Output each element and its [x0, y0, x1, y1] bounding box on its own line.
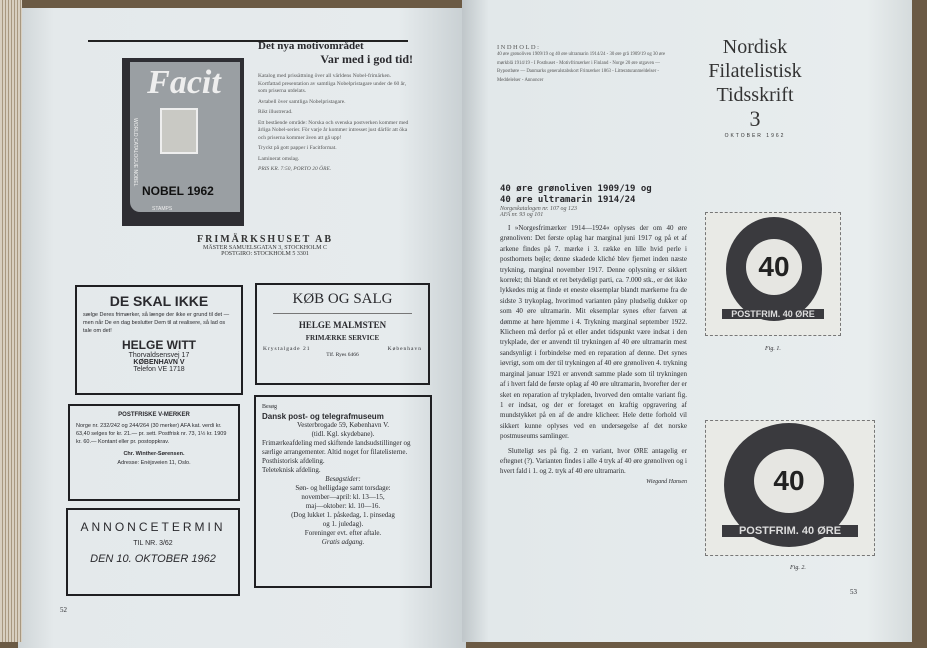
annoncetermin-notice — [66, 508, 240, 596]
cover-stamps: STAMPS — [152, 206, 173, 212]
ad-line: Ett bestående område: Norska och svenska postverken kommer med årliga Nobel-serier. För varje år kommer intresset just därför att öka och priserna kommer även att gå upp! — [258, 119, 409, 141]
hours-line: november—april: kl. 13—15, — [301, 493, 385, 501]
article-author: Wiegand Hansen — [646, 478, 687, 485]
stamp-figure-2 — [705, 420, 875, 556]
company-name: FRIMÄRKSHUSET AB — [196, 234, 333, 245]
ad-body: sælge Deres frimærker, så længe der ikke er grund til det — men når De en dag beslutter Dem til at realisere, så lad os tale om det! — [83, 312, 230, 334]
issue-number: 3 — [749, 106, 761, 131]
company-giro: POSTGIRO: STOCKHOLM 5 3301 — [221, 251, 309, 257]
cover-year: NOBEL 1962 — [142, 184, 214, 198]
headline: Det nya motivområdet — [258, 40, 364, 52]
stamp-legend: POSTFRIM. 40 ØRE — [722, 309, 824, 319]
ad-title: POSTFRISKE V-MERKER — [118, 412, 190, 418]
ad-city: KØBENHAVN V — [133, 359, 185, 366]
article-ref: AFA nr. 93 og 101 — [500, 212, 544, 218]
masthead-line: Tidsskrift — [716, 84, 794, 106]
figure-caption: Fig. 2. — [790, 565, 806, 571]
price: PRIS KR. 7:50, PORTO 20 ÖRE. — [258, 166, 332, 172]
notice-date: DEN 10. OKTOBER 1962 — [90, 553, 216, 565]
stamp-value: 40 — [754, 449, 824, 513]
ad-pre: Besøg — [262, 404, 277, 410]
page-number: 53 — [850, 588, 857, 596]
contents-label: INDHOLD: — [497, 44, 541, 51]
facit-ad-text — [258, 40, 413, 174]
hours-line: og 1. juledag). — [322, 520, 364, 528]
company-address: MÄSTER SAMUELSGATAN 3, STOCKHOLM C — [203, 245, 327, 251]
ad-body: Posthistorisk afdeling. — [262, 457, 325, 465]
contents-text: 40 øre grønoliven 1909/19 og 40 øre ultramarin 1914/24 - 30 øre grå 1909/19 og 30 øre mørkblå 1914/19 - I Posthuset - Motivfrimærker i Finland - Norge 20 øre utgaven — Bypostbøre — Danmarks generalstabskort Frimærker 1863 - Litteraturanmeldelser - Meddelelser - Annoncer — [497, 52, 666, 83]
notice-title: ANNONCETERMIN — [80, 520, 226, 534]
masthead-line: Filatelistisk — [708, 60, 802, 82]
ad-body: Teleteknisk afdeling. — [262, 466, 321, 474]
article — [500, 184, 687, 485]
ad-title: KØB OG SALG — [273, 291, 412, 314]
figure-caption: Fig. 1. — [765, 346, 781, 352]
ad-title: DE SKAL IKKE — [109, 293, 209, 309]
ad-address: Vesterbrogade 59, København V. — [296, 421, 390, 429]
cover-title: Facit — [147, 64, 221, 101]
cover-spine: WORLD CATALOGUE NOBEL — [132, 118, 138, 187]
postfriske-v-merker-ad — [68, 404, 240, 501]
hours-line: maj—oktober: kl. 10—16. — [305, 502, 381, 510]
ad-body: Frimærkeafdeling med skiftende landsudstillinger og særlige arrangementer. Altid noget for filatelisterne. — [262, 439, 411, 456]
ad-line: Avtabell över samtliga Nobelpristagare. — [258, 98, 346, 105]
page-number: 52 — [60, 606, 67, 614]
article-paragraph: I »Norgesfrimærker 1914—1924« oplyses der om 40 øre grønoliven: Det første oplag har marginal juni 1917 og på et af arkene findes på 7. mærke i 3. række en lille hvid perle i posthornets bøjle; denne skadede kliché blev fjernet inden næste trykning, marginal november 1917. Denne oplysning er sikkert korrekt; thi blandt et ret betydeligt parti, ca. 7.000 stk., er det ikke lykkedes mig at finde et eneste eksemplar blandt mærkerne fra de sidste 3 trykoplag, hvorimod varianten påny pludselig dukker op som 40 øre ultramarin. Mit eksemplar synes efter farven at dømme at høre hjemme i 4. Trykning marginal september 1922. Klicheen må derfor på et eller andet tidspunkt være indsat i den trykplade, der er anvendt til trykningen af 40 øre ultramarin mest sandsynligt i forbindelse med en reparation af denne. Det synes iøvrigt, som om der til trykningen af 40 øre grønoliven 4. trykning marginal januar 1921 er anvendt samme plade som til trykningen af i hvert fald de første oplag af 40 øre ultramarin, hvorefter der er sket en reparation af trykpladen, hvorved den omtalte variant fig. 1 er indsat, og der er foretaget en kraftig opgravering af mundstykket på en af de andre klicheer. Hele dette forhold vil sikkert kunne oplyses ved en undersøgelse af det norske postmuseums samlinger. — [500, 224, 687, 441]
stamp-legend: POSTFRIM. 40 ØRE — [722, 525, 858, 537]
facit-ad-company — [150, 234, 380, 257]
hours-title: Besøgstider: — [325, 475, 361, 483]
ad-name: HELGE WITT — [122, 338, 196, 352]
book-page-edges — [0, 0, 22, 642]
ad-free: Gratis adgang. — [321, 538, 365, 546]
notice-sub: TIL NR. 3/62 — [133, 540, 173, 547]
stamp-value: 40 — [746, 239, 802, 295]
article-title: 40 øre grønoliven 1909/19 og — [500, 184, 652, 194]
ad-title: Dansk post- og telegrafmuseum — [262, 412, 384, 421]
ad-street: Krystalgade 21 — [263, 346, 311, 352]
hours-line: Foreninger evt. efter aftale. — [304, 529, 382, 537]
helge-witt-ad — [75, 285, 243, 395]
ad-phone: Tlf. Ryes 6466 — [326, 352, 359, 358]
article-title: 40 øre ultramarin 1914/24 — [500, 195, 636, 205]
stamp-figure-1 — [705, 212, 841, 336]
ad-line: Tryckt på gott papper i Facitformat. — [258, 145, 337, 151]
ad-address: Adresse: Enèjsveien 11, Oslo. — [117, 460, 191, 466]
stamp-image — [160, 108, 198, 154]
ad-street: Thorvaldsensvej 17 — [128, 352, 190, 359]
museum-ad — [254, 395, 432, 588]
masthead-line: Nordisk — [722, 36, 788, 58]
helge-malmsten-ad — [255, 283, 430, 385]
ad-service: FRIMÆRKE SERVICE — [305, 334, 380, 342]
ad-line: Rikt illustrerad. — [258, 109, 293, 115]
ad-line: Laminerat omslag. — [258, 155, 300, 162]
ad-phone: Telefon VE 1718 — [133, 366, 185, 373]
article-paragraph: Slutteligt ses på fig. 2 en variant, hvor ØRE antagelig er eftegnet (?). Varianten findes i alle 4 tryk af 40 øre grønoliven og i hvert fald i 1. og 2. tryk af 40 øre ultramarin. — [500, 446, 687, 476]
ad-address: (tidl. Kgl. skydebane). — [311, 430, 375, 438]
issue-date: OKTOBER 1962 — [724, 133, 786, 139]
ad-name: HELGE MALMSTEN — [298, 320, 387, 330]
ad-city: København — [387, 346, 422, 352]
ad-name: Chr. Winther-Sørensen. — [123, 451, 185, 457]
ad-line: Katalog med prissättning över all världens Nobel-frimärken. Kortfattad presentation av samtliga Nobelpristagare under de 60 år, som priserna utdelats. — [258, 73, 407, 94]
hours-line: (Dog lukket 1. påskedag, 1. pinsedag — [291, 511, 395, 519]
hours-line: Søn- og helligdage samt torsdage: — [295, 484, 391, 492]
facit-catalogue-cover — [122, 58, 244, 226]
headline: Var med i god tid! — [320, 52, 413, 66]
article-ref: Norgeskatalogen nr. 107 og 123 — [500, 206, 577, 212]
contents-block — [497, 44, 682, 85]
masthead — [680, 35, 830, 141]
ad-body: Norge nr. 232/242 og 244/264 (30 merker) AFA kat. verdi kr. 63,40 selges for kr. 21.— pr. sett. Postfrisk nr. 73, 1½ kr. 1909 kr. 60.— Kontant eller pr. postoppkrav. — [76, 423, 227, 445]
